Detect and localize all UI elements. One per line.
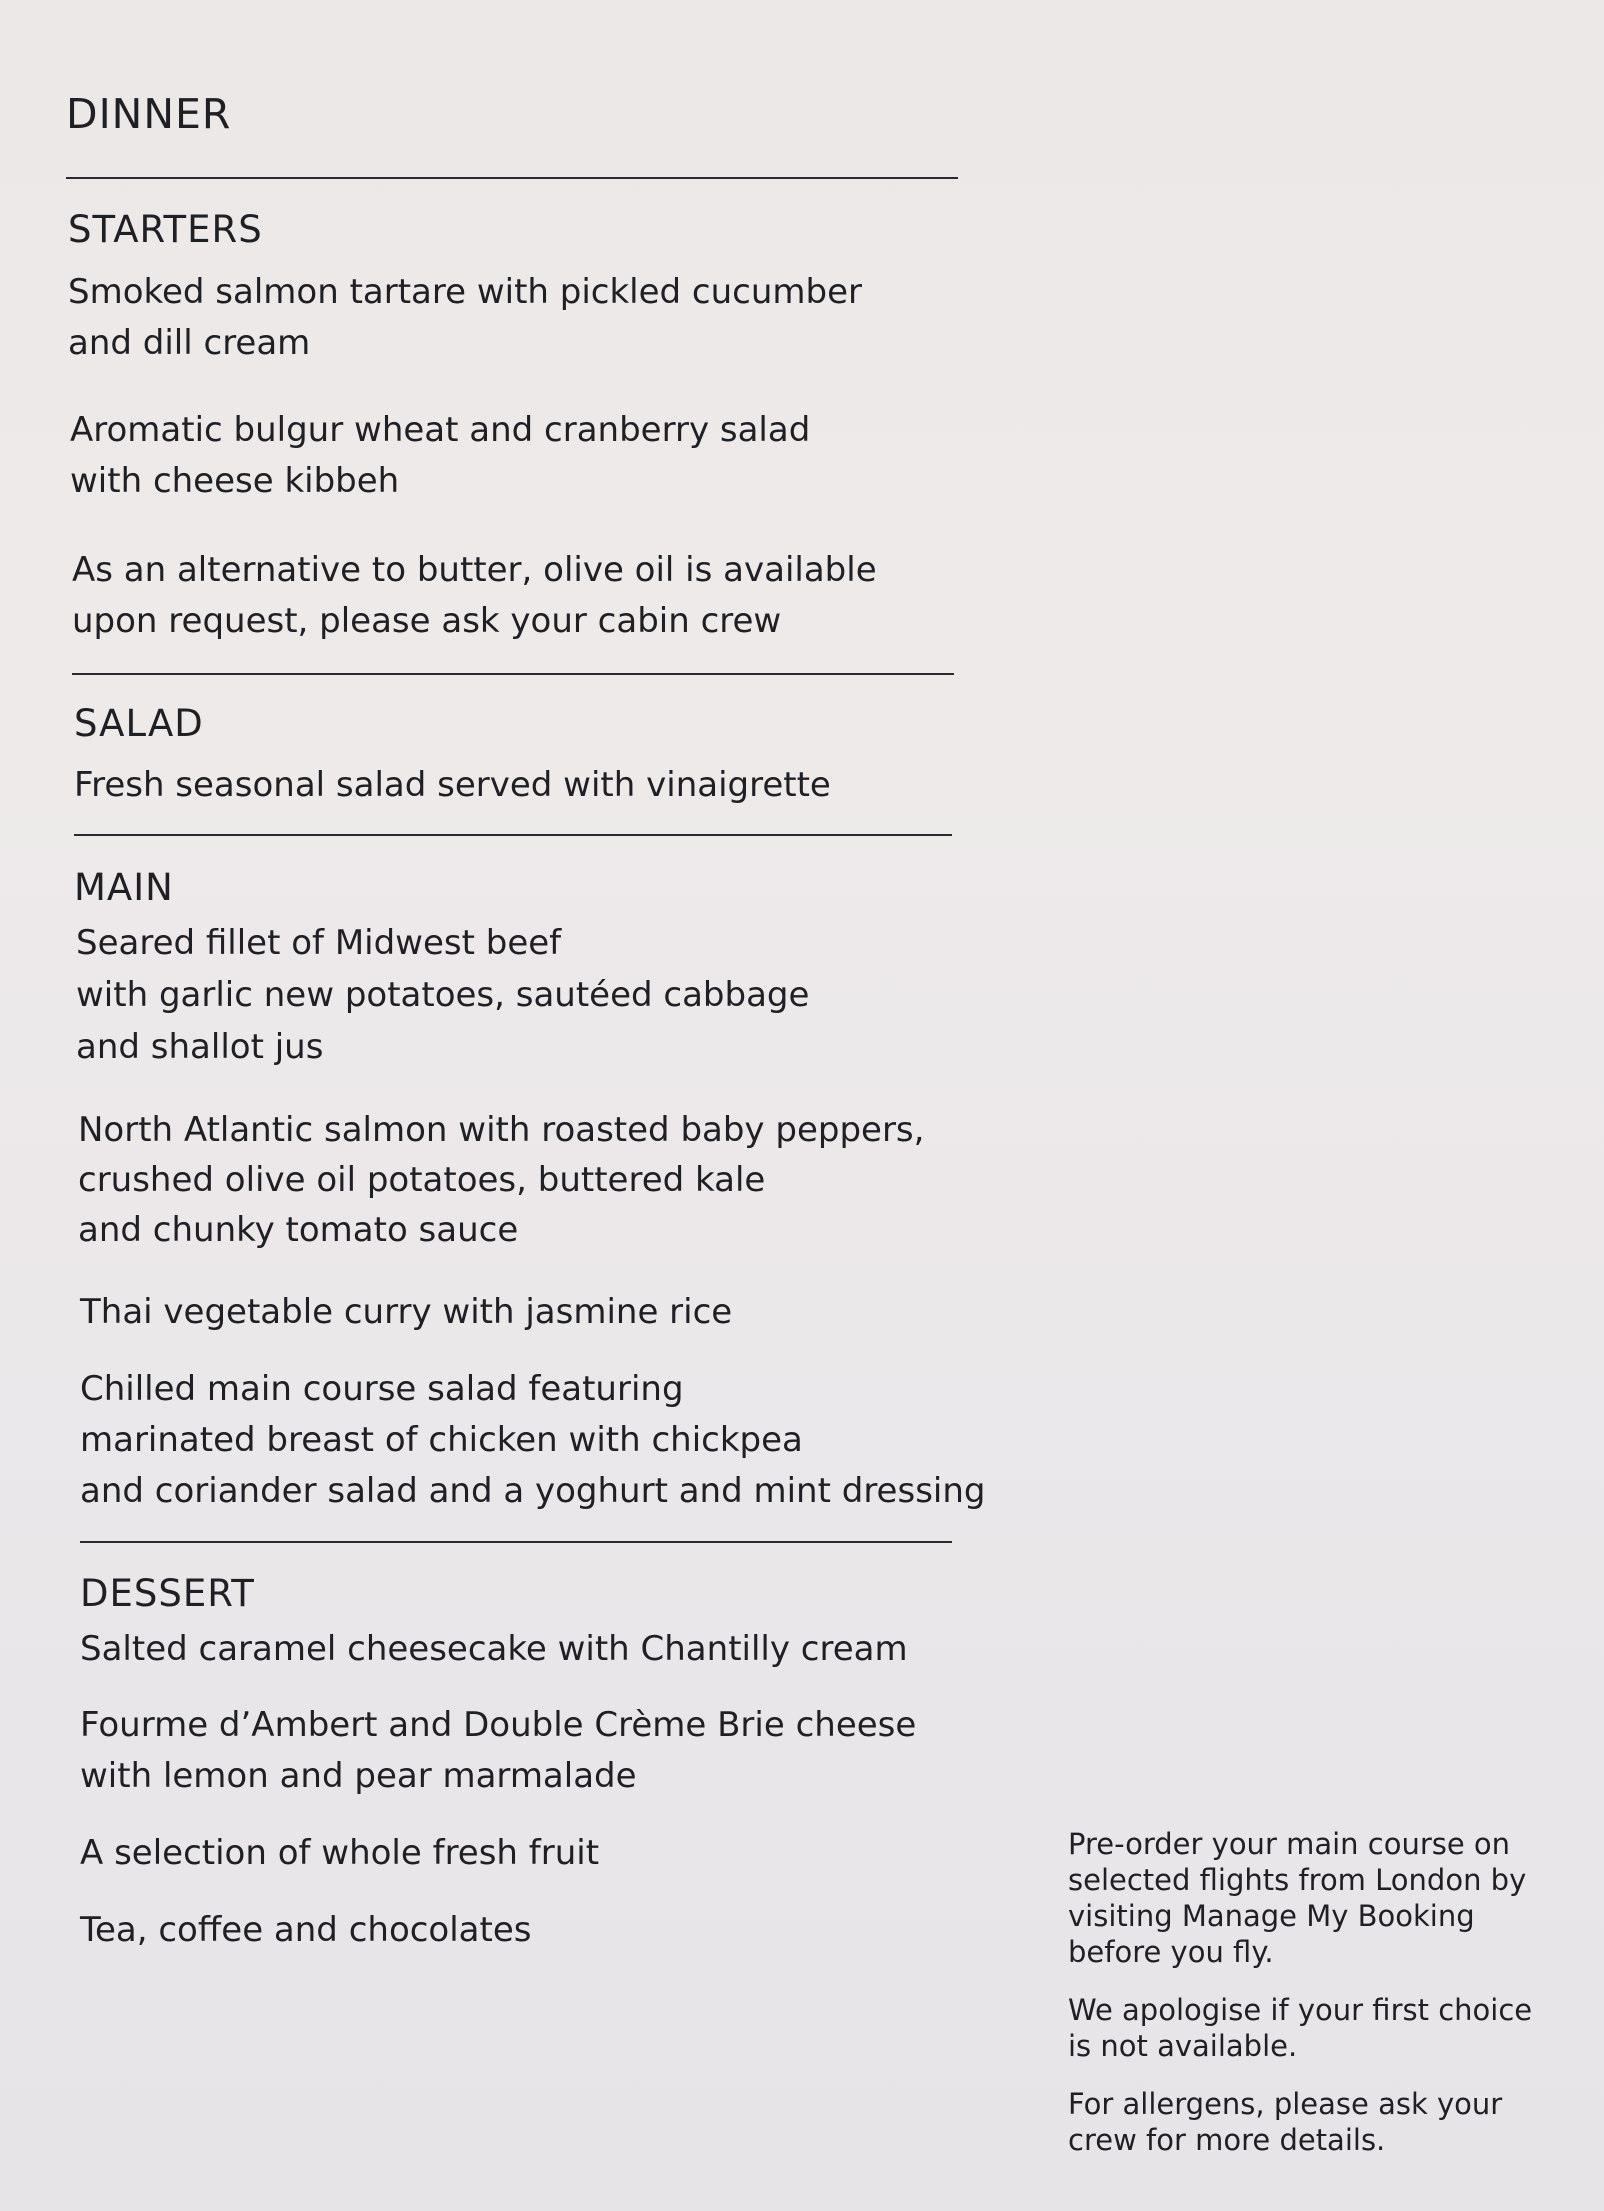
- salad-heading: SALAD: [74, 702, 204, 745]
- dessert-item: A selection of whole fresh fruit: [80, 1833, 600, 1873]
- dessert-item: Fourme d’Ambert and Double Crème Brie cheese with lemon and pear marmalade: [80, 1705, 917, 1796]
- dessert-item: Tea, coffee and chocolates: [80, 1910, 532, 1950]
- main-item: Seared fillet of Midwest beef with garlic new potatoes, sautéed cabbage and shallot jus: [76, 923, 810, 1067]
- starters-heading: STARTERS: [68, 208, 263, 251]
- preorder-note: Pre-order your main course on selected flights from London by visiting Manage My Booking before you fly.: [1068, 1827, 1527, 1969]
- main-item: North Atlantic salmon with roasted baby peppers, crushed olive oil potatoes, buttered kale and chunky tomato sauce: [78, 1110, 925, 1250]
- dessert-heading: DESSERT: [80, 1572, 255, 1615]
- main-item: Chilled main course salad featuring marinated breast of chicken with chickpea and coriander salad and a yoghurt and mint dressing: [80, 1369, 986, 1511]
- salad-item: Fresh seasonal salad served with vinaigrette: [74, 765, 831, 805]
- dessert-item: Salted caramel cheesecake with Chantilly cream: [80, 1629, 908, 1669]
- service-notes: [1068, 1826, 1568, 2180]
- starter-item: As an alternative to butter, olive oil is available upon request, please ask your cabin crew: [72, 550, 877, 641]
- main-heading: MAIN: [74, 866, 174, 909]
- menu-title: DINNER: [66, 90, 232, 138]
- allergens-note: For allergens, please ask your crew for more details.: [1068, 2087, 1503, 2157]
- main-divider: [80, 1541, 952, 1543]
- availability-note: We apologise if your first choice is not available.: [1068, 1993, 1533, 2063]
- salad-divider: [74, 834, 952, 836]
- starter-item: Aromatic bulgur wheat and cranberry salad with cheese kibbeh: [70, 410, 811, 501]
- starter-item: Smoked salmon tartare with pickled cucumber and dill cream: [68, 272, 863, 363]
- starters-divider: [72, 673, 954, 675]
- title-divider: [66, 177, 958, 179]
- main-item: Thai vegetable curry with jasmine rice: [80, 1292, 733, 1332]
